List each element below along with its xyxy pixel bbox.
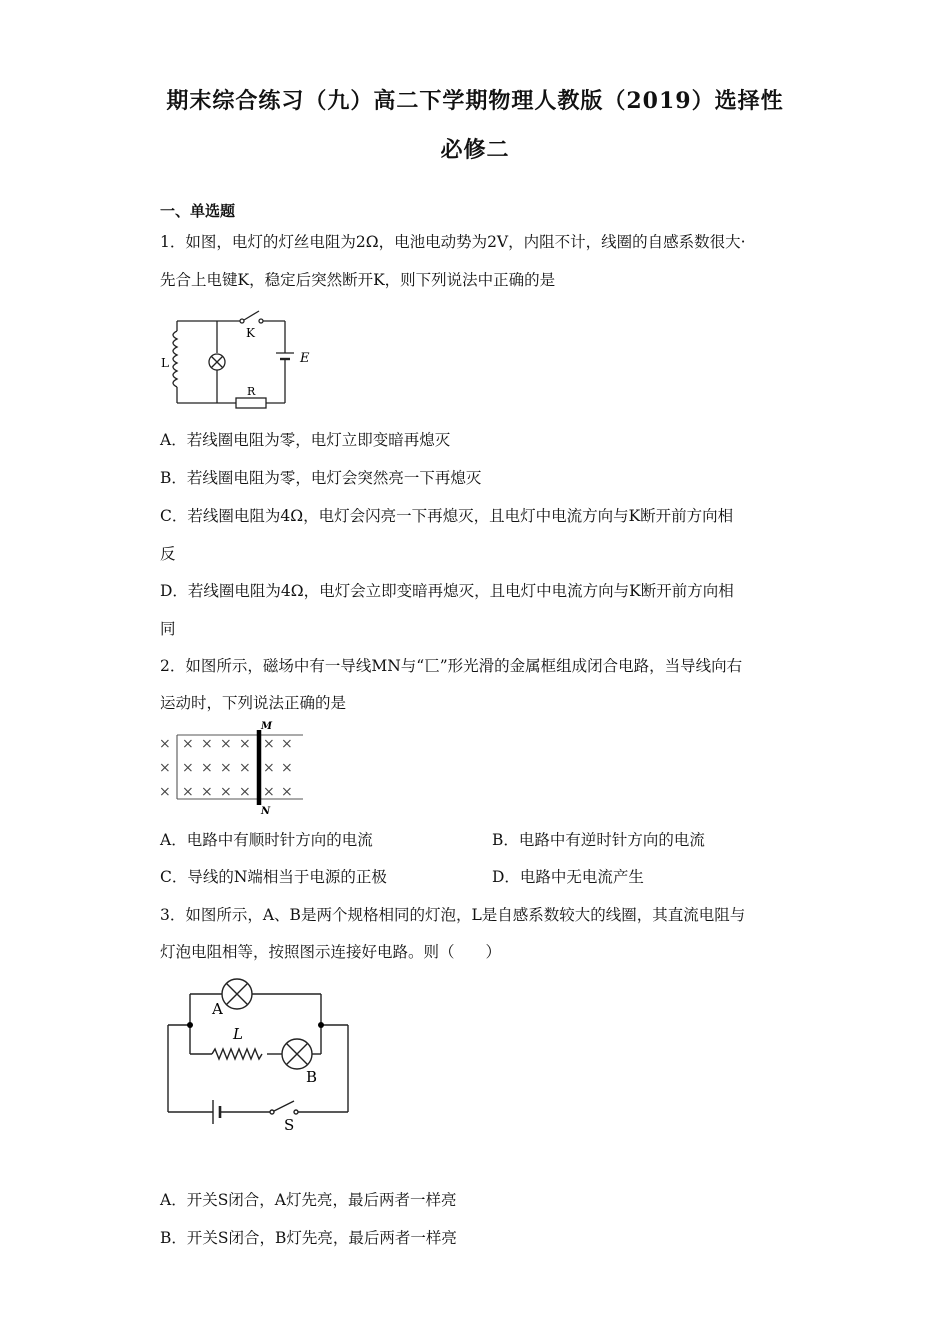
q2-stem-line-2: 运动时，下列说法正确的是 [160, 694, 347, 712]
q1-option-d-line-2: 同 [160, 620, 176, 638]
q3-fig-label-L: L [233, 1025, 243, 1043]
q1-option-b: B．若线圈电阻为零，电灯会突然亮一下再熄灭 [160, 469, 482, 487]
title-line-1: 期末综合练习（九）高二下学期物理人教版（2019）选择性 [166, 88, 784, 114]
q3-stem-line-2: 灯泡电阻相等，按照图示连接好电路。则（ ） [160, 943, 502, 961]
q3-stem-line-1: 3．如图所示，A、B是两个规格相同的灯泡，L是自感系数较大的线圈，其直流电阻与 [160, 906, 746, 924]
svg-text:×: × [159, 784, 171, 800]
svg-text:×: × [220, 736, 232, 752]
svg-text:×: × [182, 760, 194, 776]
section-heading: 一、单选题 [160, 202, 236, 220]
svg-text:×: × [263, 784, 275, 800]
q2-fig-label-M: M [261, 721, 273, 732]
q3-fig-label-B: B [306, 1068, 318, 1086]
q1-option-c-line-2: 反 [160, 545, 176, 563]
q2-option-c: C．导线的N端相当于电源的正极 [160, 868, 387, 886]
q3-fig-label-S: S [284, 1116, 295, 1133]
q1-fig-label-K: K [246, 326, 255, 340]
q1-option-c-line-1: C．若线圈电阻为4Ω，电灯会闪亮一下再熄灭，且电灯中电流方向与K断开前方向相 [160, 507, 734, 525]
q1-stem-line-2: 先合上电键K，稳定后突然断开K，则下列说法中正确的是 [160, 271, 556, 289]
svg-text:×: × [220, 760, 232, 776]
q1-fig-label-R: R [247, 385, 256, 398]
svg-text:×: × [182, 784, 194, 800]
svg-text:×: × [201, 736, 213, 752]
q1-fig-label-L: L [161, 356, 169, 370]
svg-text:×: × [201, 760, 213, 776]
q2-option-a: A．电路中有顺时针方向的电流 [160, 831, 373, 849]
q2-fig-label-N: N [261, 806, 271, 817]
q2-stem-line-1: 2．如图所示，磁场中有一导线MN与“匸”形光滑的金属框组成闭合电路，当导线向右 [160, 657, 743, 675]
svg-text:×: × [263, 736, 275, 752]
q1-option-a: A．若线圈电阻为零，电灯立即变暗再熄灭 [160, 431, 451, 449]
q3-option-b: B．开关S闭合，B灯先亮，最后两者一样亮 [160, 1229, 457, 1247]
svg-text:×: × [239, 736, 251, 752]
svg-text:×: × [159, 760, 171, 776]
q1-option-d-line-1: D．若线圈电阻为4Ω，电灯会立即变暗再熄灭，且电灯中电流方向与K断开前方向相 [160, 582, 734, 600]
svg-text:×: × [182, 736, 194, 752]
q2-magnetic-field-figure [155, 718, 305, 818]
q3-circuit-figure [160, 978, 360, 1133]
svg-text:×: × [281, 784, 293, 800]
svg-text:×: × [239, 784, 251, 800]
q3-fig-label-A: A [212, 1000, 223, 1018]
title-line-2: 必修二 [440, 137, 510, 163]
svg-text:×: × [220, 784, 232, 800]
svg-text:×: × [201, 784, 213, 800]
q1-stem-line-1: 1．如图，电灯的灯丝电阻为2Ω，电池电动势为2V，内阻不计，线圈的自感系数很大· [160, 233, 746, 251]
svg-text:×: × [263, 760, 275, 776]
svg-text:×: × [281, 760, 293, 776]
q2-option-b: B．电路中有逆时针方向的电流 [492, 831, 705, 849]
q3-option-a: A．开关S闭合，A灯先亮，最后两者一样亮 [160, 1191, 457, 1209]
q1-circuit-figure [155, 305, 325, 411]
svg-text:×: × [281, 736, 293, 752]
q2-field-crosses [159, 736, 293, 800]
svg-text:×: × [159, 736, 171, 752]
svg-text:×: × [239, 760, 251, 776]
q1-fig-label-E: E [300, 351, 310, 366]
q2-option-d: D．电路中无电流产生 [492, 868, 644, 886]
